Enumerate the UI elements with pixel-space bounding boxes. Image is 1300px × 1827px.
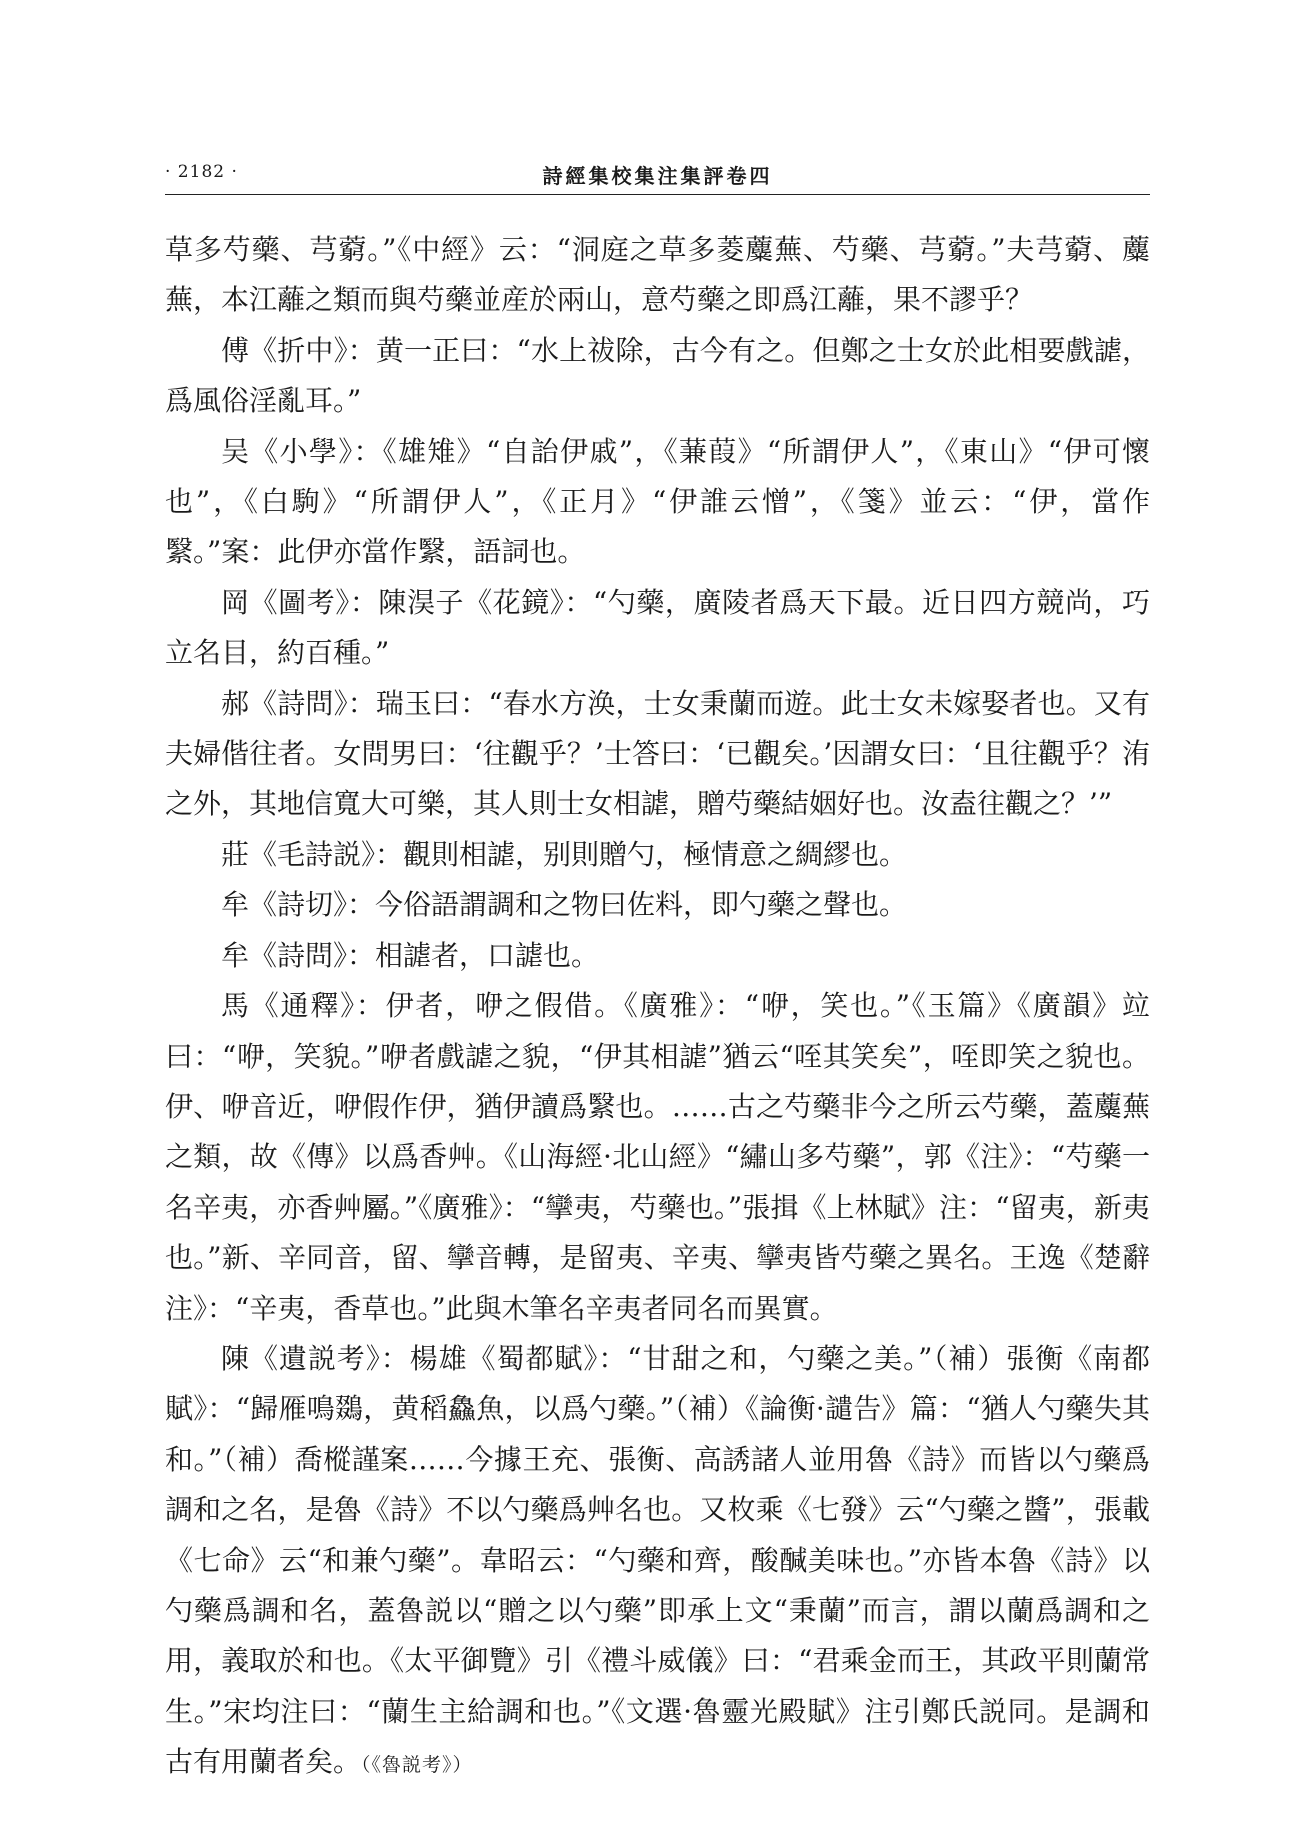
paragraph-8: 牟《詩問》：相謔者，口謔也。	[221, 938, 600, 972]
paragraph-7: 牟《詩切》：今俗語謂調和之物曰佐料，即勺藥之聲也。	[221, 888, 908, 922]
source-note: （《魯説考》）	[361, 1754, 473, 1777]
page-number: · 2182 ·	[165, 162, 238, 182]
page-header	[165, 158, 1150, 190]
paragraph-9: 馬《通釋》：伊者，咿之假借。《廣雅》：“咿，笑也。”《玉篇》《廣韻》竝曰：“咿，笑貌。”咿者戲謔之貌，“伊其相謔”猶云“咥其笑矣”，咥即笑之貌也。伊、咿音近，咿假作伊，猶伊讀爲繄也。……古之芍藥非今之所云芍藥，蓋蘪蕪之類，故《傳》以爲香艸。《山海經·北山經》“繡山多芍藥”，郭《注》：“芍藥一名辛夷，亦香艸屬。”《廣雅》：“攣夷，芍藥也。”張揖《上林賦》注：“留夷，新夷也。”新、辛同音，留、攣音轉，是留夷、辛夷、攣夷皆芍藥之異名。王逸《楚辭注》：“辛夷，香草也。”此與木筆名辛夷者同名而異實。	[165, 989, 1150, 1325]
paragraph-1: 草多芍藥、芎藭。”《中經》云：“洞庭之草多菱蘪蕪、芍藥、芎藭。”夫芎藭、蘪蕪，本江蘺之類而與芍藥並産於兩山，意芍藥之即爲江蘺，果不謬乎？	[165, 233, 1150, 317]
paragraph-4: 岡《圖考》：陳淏子《花鏡》：“勺藥，廣陵者爲天下最。近日四方競尚，巧立名目，約百種。”	[165, 585, 1150, 670]
paragraph-5: 郝《詩問》：瑞玉曰：“春水方涣，士女秉蘭而遊。此士女未嫁娶者也。又有夫婦偕往者。女問男曰：‘往觀乎？’士答曰：‘已觀矣。’因謂女曰：‘且往觀乎？洧之外，其地信寬大可樂，其人則士女相謔，贈芍藥結姻好也。汝盍往觀之？’”	[165, 686, 1150, 821]
running-title: 詩經集校集注集評卷四	[542, 164, 773, 188]
header-rule	[165, 194, 1150, 195]
body-text	[165, 225, 1150, 1791]
paragraph-2: 傅《折中》：黄一正曰：“水上祓除，古今有之。但鄭之士女於此相要戲謔，爲風俗淫亂耳。”	[165, 333, 1150, 418]
paragraph-10-text: 陳《遺説考》：楊雄《蜀都賦》：“甘甜之和，勺藥之美。”（補）張衡《南都賦》：“歸雁鳴鵽，黄稻鱻魚，以爲勺藥。”（補）《論衡·譴告》篇：“猶人勺藥失其和。”（補）喬樅謹案……今據王充、張衡、高誘諸人並用魯《詩》而皆以勺藥爲調和之名，是魯《詩》不以勺藥爲艸名也。又枚乘《七發》云“勺藥之醬”，張載《七命》云“和兼勺藥”。韋昭云：“勺藥和齊，酸醎美味也。”亦皆本魯《詩》以勺藥爲調和名，蓋魯説以“贈之以勺藥”即承上文“秉蘭”而言，謂以蘭爲調和之用，義取於和也。《太平御覽》引《禮斗威儀》曰：“君乘金而王，其政平則蘭常生。”宋均注曰：“蘭生主給調和也。”《文選·魯靈光殿賦》注引鄭氏説同。是調和古有用蘭者矣。	[165, 1341, 1150, 1779]
paragraph-3: 吴《小學》：《雄雉》“自詒伊戚”，《蒹葭》“所謂伊人”，《東山》“伊可懷也”，《白駒》“所謂伊人”，《正月》“伊誰云憎”，《箋》並云：“伊，當作繄。”案：此伊亦當作繄，語詞也。	[165, 434, 1150, 569]
paragraph-10	[165, 1334, 1150, 1791]
paragraph-6: 莊《毛詩説》：觀則相謔，别則贈勺，極情意之綢繆也。	[221, 837, 908, 871]
